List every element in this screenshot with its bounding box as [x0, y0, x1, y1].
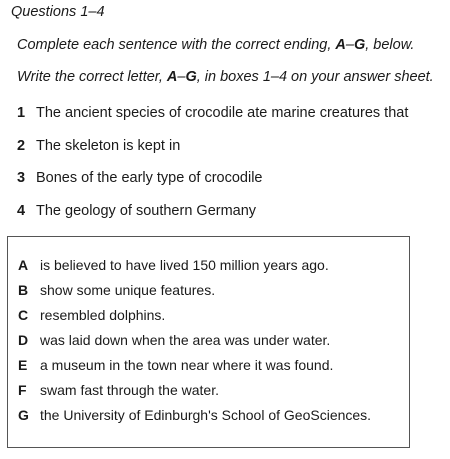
ending-b: [18, 282, 408, 307]
instruction-text: , below.: [365, 37, 415, 53]
endings-list: [18, 257, 408, 432]
ending-d: [18, 332, 408, 357]
ending-letter: G: [18, 407, 29, 423]
question-number: 2: [17, 137, 26, 154]
endings-box: [7, 236, 410, 448]
ending-text: the University of Edinburgh's School of GeoSciences.: [40, 407, 372, 423]
question-number: 3: [17, 170, 26, 186]
ending-text: was laid down when the area was under water.: [40, 332, 331, 348]
instruction-text: Write the correct letter,: [17, 69, 167, 85]
question-number: 4: [17, 202, 26, 219]
ending-letter: C: [18, 307, 29, 323]
question-3: [17, 170, 447, 203]
questions-heading: Questions 1–4: [11, 4, 105, 20]
instruction-text: Complete each sentence with the correct ending,: [17, 37, 336, 53]
ending-f: [18, 382, 408, 407]
ending-letter: B: [18, 282, 29, 298]
ending-text: show some unique features.: [40, 282, 216, 298]
question-4: [17, 203, 447, 236]
ending-letter: D: [18, 332, 29, 348]
question-text: The ancient species of crocodile ate marine creatures that: [36, 105, 409, 121]
question-2: [17, 138, 447, 171]
question-text: Bones of the early type of crocodile: [36, 170, 263, 186]
ending-text: resembled dolphins.: [40, 307, 166, 323]
letter-g: G: [353, 37, 366, 53]
question-1: [17, 105, 447, 138]
ending-text: swam fast through the water.: [40, 382, 219, 398]
ending-letter: A: [18, 257, 29, 273]
letter-g: G: [185, 69, 197, 85]
instruction-write-letter: [17, 69, 434, 85]
ending-e: [18, 357, 408, 382]
ending-g: [18, 407, 408, 432]
letter-a: A: [335, 37, 346, 53]
question-text: The geology of southern Germany: [36, 202, 257, 219]
ending-letter: E: [18, 357, 28, 373]
letter-a: A: [166, 69, 178, 85]
instruction-text: , in boxes 1–4 on your answer sheet.: [196, 69, 434, 85]
question-text: The skeleton is kept in: [36, 137, 181, 154]
question-number: 1: [17, 105, 26, 121]
instruction-complete-sentence: [17, 37, 414, 53]
ending-letter: F: [18, 382, 27, 398]
question-list: [17, 105, 447, 235]
dash: –: [177, 69, 186, 85]
ending-c: [18, 307, 408, 332]
ending-text: is believed to have lived 150 million years ago.: [40, 257, 329, 273]
ending-a: [18, 257, 408, 282]
dash: –: [345, 37, 354, 53]
ending-text: a museum in the town near where it was found.: [40, 357, 334, 373]
